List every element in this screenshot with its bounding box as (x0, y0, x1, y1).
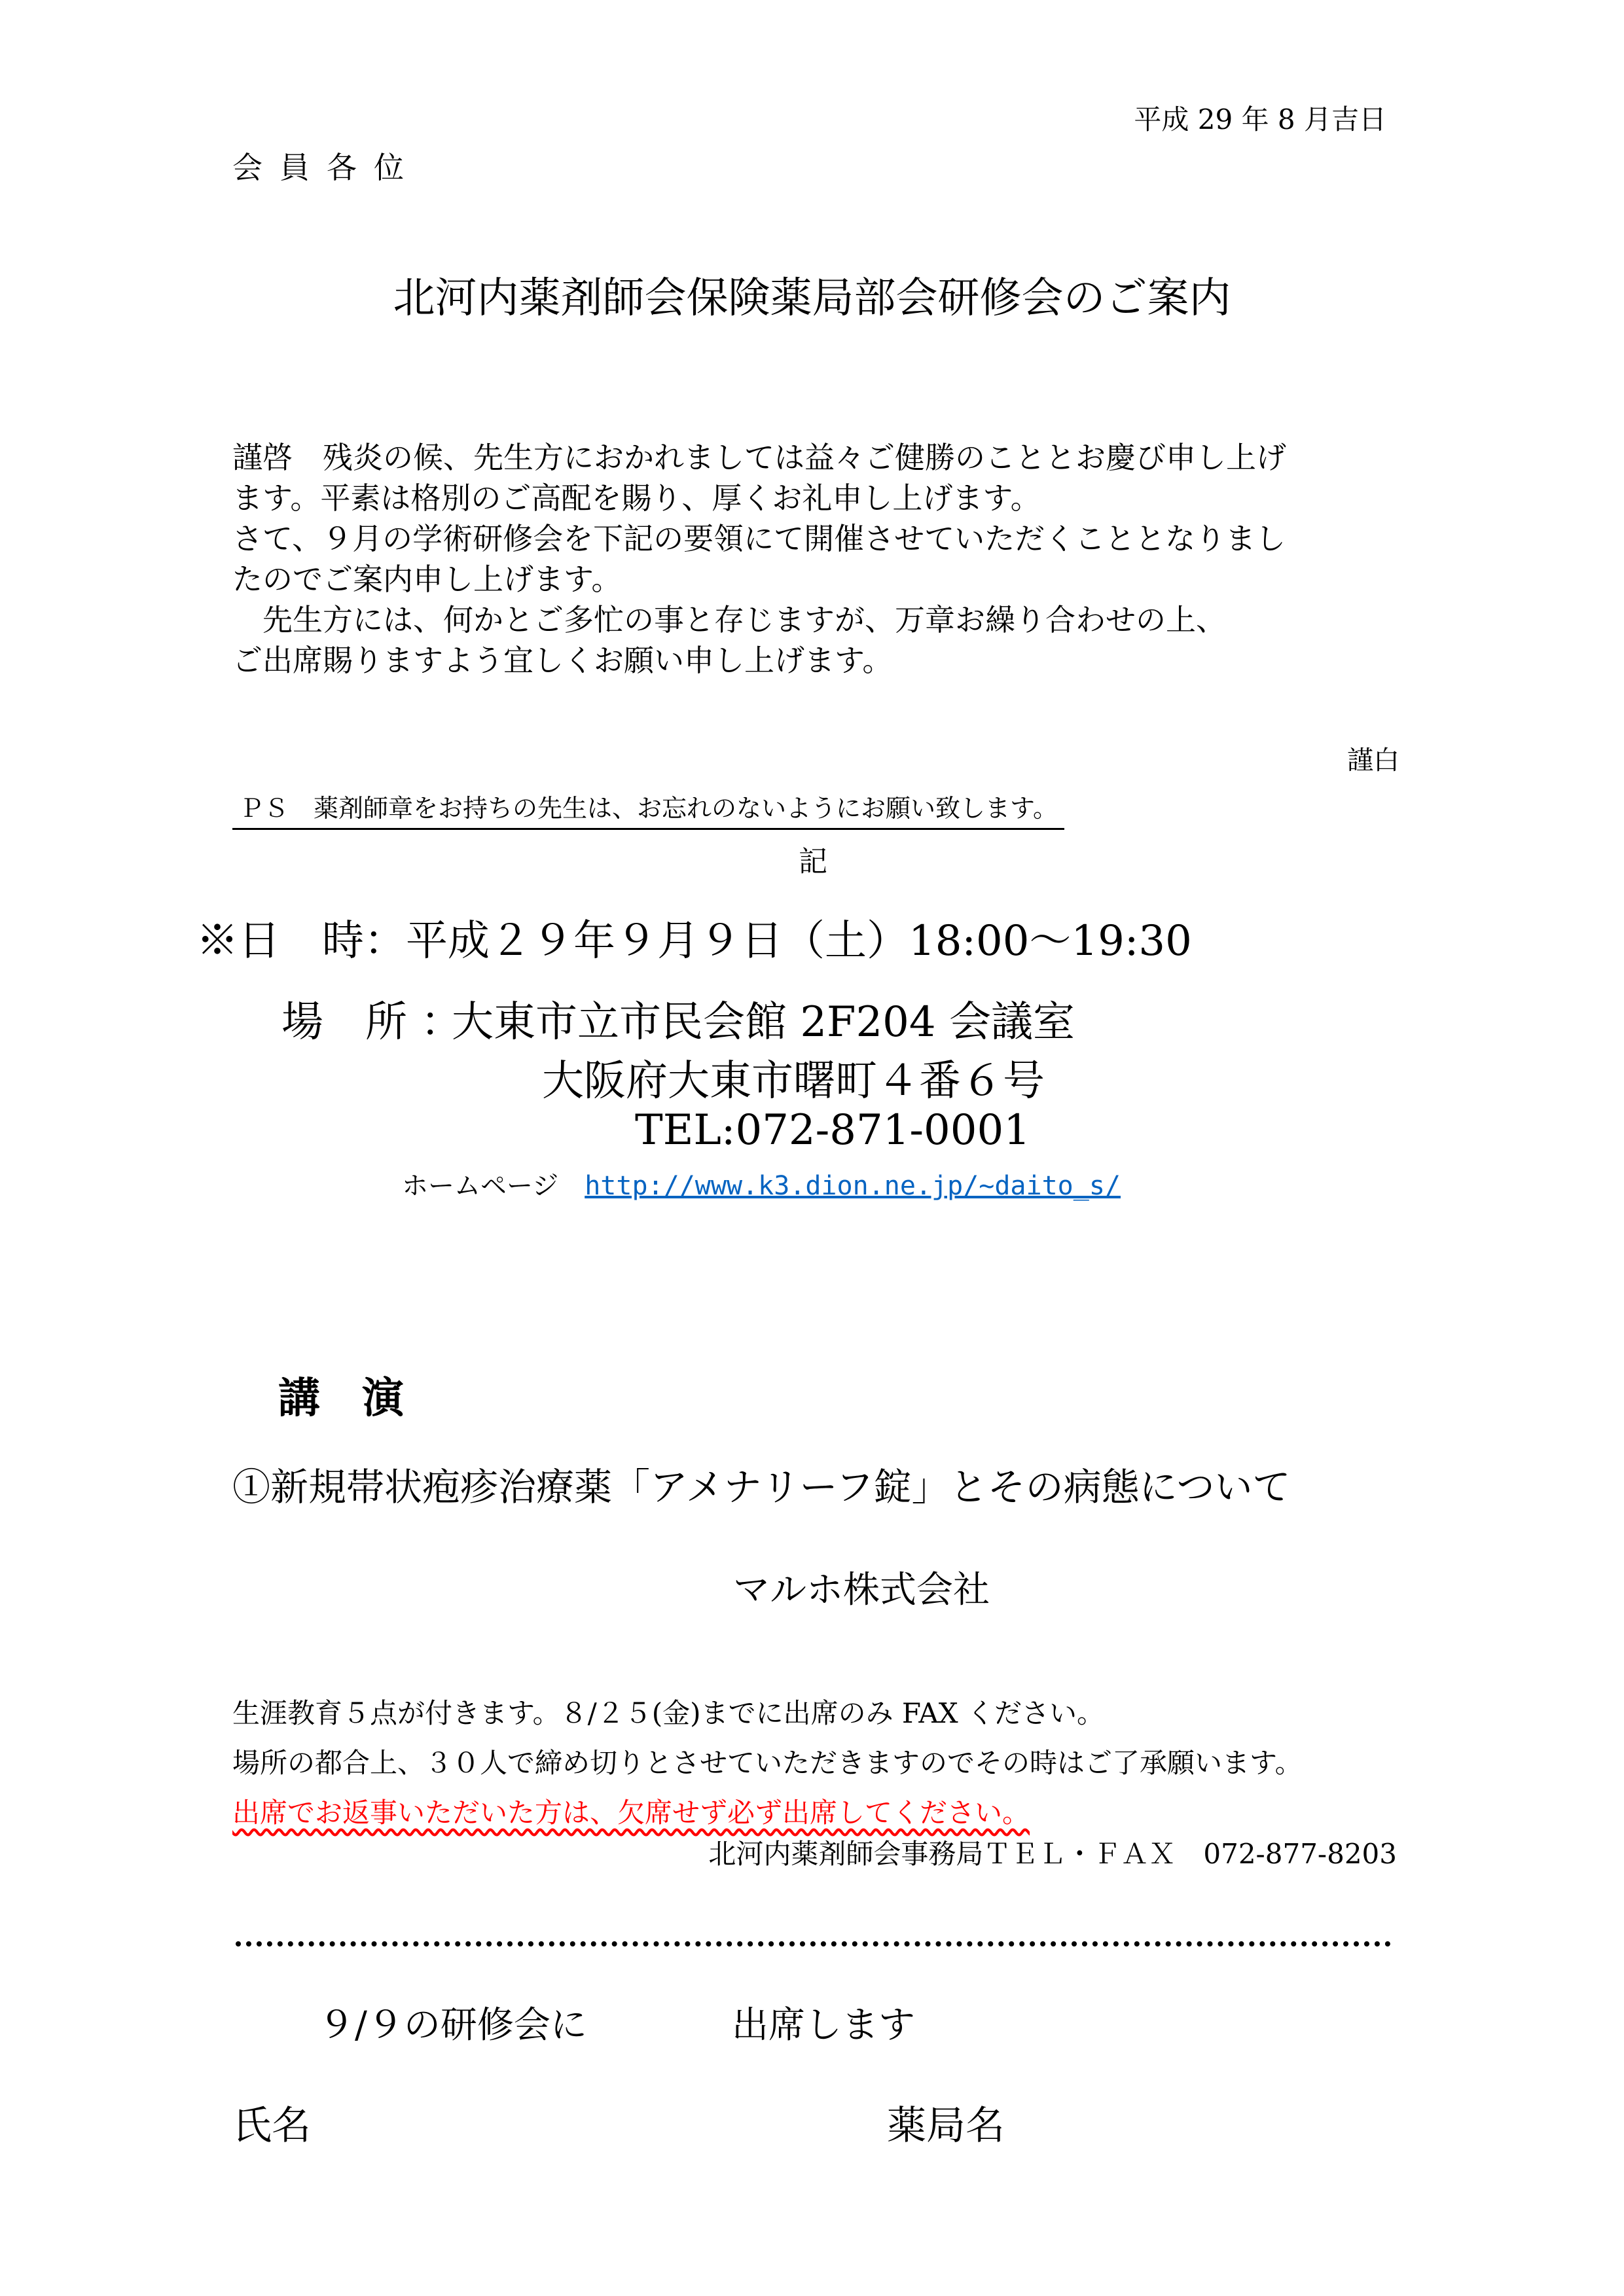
reply-attend: 出席します (732, 2004, 915, 2047)
body-line: たのでご案内申し上げます。 (232, 562, 622, 597)
venue-label: 場 所 ： (281, 998, 463, 1047)
event-datetime: ※日 時：平成２９年９月９日（土）18:00～19:30 (196, 917, 1192, 965)
body-line: 先生方には、何かとご多忙の事と存じますが、万章お繰り合わせの上、 (232, 602, 1226, 637)
venue-name: 大東市立市民会館 2F204 会議室 (452, 998, 1075, 1047)
name-field-label: 氏名 (232, 2103, 311, 2149)
venue-address: 大阪府大東市曙町４番６号 (542, 1057, 1045, 1105)
greeting-body (232, 437, 1404, 681)
ki-mark: 記 (799, 845, 827, 878)
lecture-topic: ①新規帯状疱疹治療薬「アメナリーフ錠」とその病態について (232, 1465, 1291, 1509)
lecture-company: マルホ株式会社 (733, 1569, 990, 1611)
office-contact: 北河内薬剤師会事務局ＴＥＬ・ＦＡＸ 072-877-8203 (708, 1838, 1397, 1870)
addressee: 会員各位 (232, 150, 421, 185)
venue-tel: TEL:072-871-0001 (635, 1106, 1030, 1155)
lecture-heading: 講 演 (278, 1374, 404, 1423)
homepage-label: ホームページ (402, 1171, 559, 1201)
note-line: 場所の都合上、３０人で締め切りとさせていただきますのでその時はご了承願います。 (232, 1747, 1303, 1779)
postscript: ＰＳ 薬剤師章をお持ちの先生は、お忘れのないようにお願い致します。 (232, 788, 1064, 830)
issue-date: 平成 29 年 8 月吉日 (1134, 103, 1386, 135)
body-line: 謹啓 残炎の候、先生方におかれましては益々ご健勝のこととお慶び申し上げ (232, 440, 1286, 475)
reply-event: ９/９の研修会に (318, 2004, 587, 2047)
homepage-line (402, 1165, 1121, 1202)
document-title: 北河内薬剤師会保険薬局部会研修会のご案内 (393, 274, 1231, 323)
cut-line-divider (236, 1941, 1391, 1946)
pharmacy-field-label: 薬局名 (887, 2103, 1005, 2149)
body-line: ご出席賜りますよう宜しくお願い申し上げます。 (232, 643, 893, 678)
notes-block (232, 1689, 1303, 1838)
homepage-link[interactable]: http://www.k3.dion.ne.jp/~daito_s/ (585, 1171, 1121, 1201)
body-line: ます。平素は格別のご高配を賜り、厚くお礼申し上げます。 (232, 480, 1041, 516)
warning-note: 出席でお返事いただいた方は、欠席せず必ず出席してください。 (232, 1797, 1030, 1829)
note-line: 生涯教育５点が付きます。８/２５(金)までに出席のみ FAX ください。 (232, 1697, 1104, 1729)
body-line: さて、９月の学術研修会を下記の要領にて開催させていただくこととなりまし (232, 521, 1286, 556)
closing-word: 謹白 (1347, 745, 1399, 776)
